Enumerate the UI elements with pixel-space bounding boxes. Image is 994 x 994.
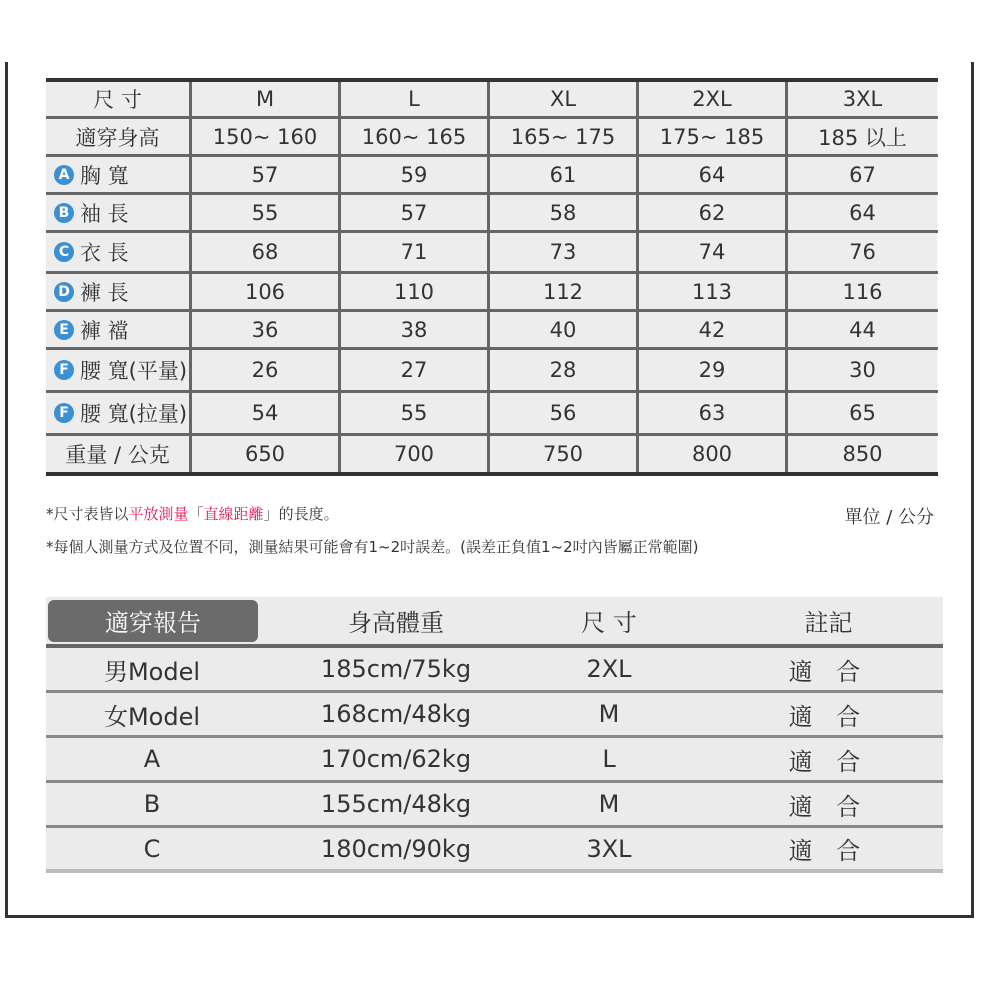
size-cell: 36 xyxy=(192,312,341,347)
measure-badge-icon: F xyxy=(54,360,74,380)
size-row-label xyxy=(46,195,192,230)
measure-badge-icon: A xyxy=(54,165,74,185)
size-cell: 65 xyxy=(788,393,937,433)
note1-prefix: *尺寸表皆以 xyxy=(46,505,129,523)
fit-height-weight: 170cm/62kg xyxy=(320,745,472,773)
size-cell: 64 xyxy=(788,195,937,230)
note1-bracket: 「 xyxy=(188,505,204,523)
size-cell: 38 xyxy=(341,312,490,347)
note1-suffix: 」的長度。 xyxy=(263,505,339,523)
fit-header-note: 註記 xyxy=(804,609,853,637)
size-row xyxy=(46,233,938,274)
measure-badge-icon: B xyxy=(54,203,74,223)
size-row-label-text: 胸 寬 xyxy=(80,163,129,188)
fit-size: M xyxy=(598,790,620,818)
fit-header-height-weight: 身高體重 xyxy=(348,609,444,637)
fit-note: 適 合 xyxy=(788,747,869,776)
size-row-label xyxy=(46,436,192,472)
size-header-cell: L xyxy=(341,82,490,116)
size-header-cell: M xyxy=(192,82,341,116)
measure-badge-icon: E xyxy=(54,320,74,340)
size-cell: 110 xyxy=(341,274,490,309)
size-row-label xyxy=(46,350,192,390)
fit-header-size: 尺 寸 xyxy=(581,609,637,637)
size-row-label-text: 衣 長 xyxy=(80,241,129,265)
fit-note: 適 合 xyxy=(788,657,869,686)
size-cell: 57 xyxy=(192,157,341,192)
size-row-label xyxy=(46,393,192,433)
size-cell: 27 xyxy=(341,350,490,390)
size-cell: 29 xyxy=(639,350,788,390)
fit-height-weight: 155cm/48kg xyxy=(320,790,472,818)
size-header-cell: XL xyxy=(490,82,639,116)
size-row-label-text: 重量 / 公克 xyxy=(65,443,170,467)
size-cell: 55 xyxy=(192,195,341,230)
fit-model-name: 男Model xyxy=(103,657,201,686)
size-row xyxy=(46,195,938,233)
fit-size: 3XL xyxy=(586,834,632,863)
measure-badge-icon: D xyxy=(54,282,74,302)
size-header-cell: 3XL xyxy=(788,82,937,116)
fit-report-table xyxy=(46,597,943,873)
fit-model-name: 女Model xyxy=(103,702,201,731)
size-row-label-text: 腰 寬(拉量) xyxy=(80,402,188,426)
size-row xyxy=(46,119,938,157)
fit-row xyxy=(46,693,943,738)
size-row-label xyxy=(46,233,192,271)
size-row-label xyxy=(46,274,192,309)
size-row xyxy=(46,157,938,195)
size-cell: 42 xyxy=(639,312,788,347)
fit-note: 適 合 xyxy=(788,792,869,821)
fit-row xyxy=(46,738,943,783)
fit-model-name: A xyxy=(143,745,161,773)
note1-highlight-straight: 直線距離 xyxy=(203,505,264,523)
size-row-label xyxy=(46,312,192,347)
size-cell: 650 xyxy=(192,436,341,472)
size-cell: 113 xyxy=(639,274,788,309)
size-cell: 59 xyxy=(341,157,490,192)
size-cell: 63 xyxy=(639,393,788,433)
size-cell: 30 xyxy=(788,350,937,390)
unit-label: 單位 / 公分 xyxy=(844,507,934,528)
size-cell: 165~ 175 xyxy=(490,119,639,154)
size-row xyxy=(46,274,938,312)
size-cell: 28 xyxy=(490,350,639,390)
size-cell: 750 xyxy=(490,436,639,472)
size-cell: 175~ 185 xyxy=(639,119,788,154)
measure-badge-icon: F xyxy=(54,403,74,423)
size-cell: 67 xyxy=(788,157,937,192)
size-row-label xyxy=(46,157,192,192)
size-cell: 116 xyxy=(788,274,937,309)
fit-height-weight: 168cm/48kg xyxy=(320,700,472,728)
size-cell: 57 xyxy=(341,195,490,230)
size-cell: 68 xyxy=(192,233,341,271)
size-cell: 112 xyxy=(490,274,639,309)
measure-badge-icon: C xyxy=(54,242,74,262)
fit-height-weight: 180cm/90kg xyxy=(320,834,472,863)
size-header-row xyxy=(46,78,938,119)
size-cell: 73 xyxy=(490,233,639,271)
size-cell: 160~ 165 xyxy=(341,119,490,154)
size-row xyxy=(46,312,938,350)
size-cell: 56 xyxy=(490,393,639,433)
size-cell: 850 xyxy=(788,436,937,472)
fit-note: 適 合 xyxy=(788,837,869,865)
fit-size: 2XL xyxy=(586,655,632,683)
size-cell: 71 xyxy=(341,233,490,271)
size-row-label xyxy=(46,119,192,154)
size-cell: 106 xyxy=(192,274,341,309)
size-cell: 700 xyxy=(341,436,490,472)
size-cell: 55 xyxy=(341,393,490,433)
fit-report-title: 適穿報告 xyxy=(48,600,258,642)
fit-row xyxy=(46,648,943,693)
size-row xyxy=(46,393,938,436)
size-cell: 800 xyxy=(639,436,788,472)
size-cell: 150~ 160 xyxy=(192,119,341,154)
size-cell: 44 xyxy=(788,312,937,347)
note-measurement xyxy=(46,503,339,524)
size-header-label: 尺 寸 xyxy=(46,82,192,116)
size-cell: 61 xyxy=(490,157,639,192)
size-row-label-text: 袖 長 xyxy=(80,201,129,226)
size-cell: 26 xyxy=(192,350,341,390)
note-tolerance: *每個人測量方式及位置不同，測量結果可能會有1~2吋誤差。(誤差正負值1~2吋內皆屬正常範圍) xyxy=(46,538,699,556)
size-cell: 76 xyxy=(788,233,937,271)
size-row-label-text: 褲 長 xyxy=(80,280,129,305)
size-row xyxy=(46,350,938,393)
fit-size: L xyxy=(602,745,616,773)
size-cell: 54 xyxy=(192,393,341,433)
size-cell: 74 xyxy=(639,233,788,271)
size-cell: 58 xyxy=(490,195,639,230)
size-row-label-text: 褲 襠 xyxy=(80,318,129,343)
size-cell: 40 xyxy=(490,312,639,347)
size-row-label-text: 腰 寬(平量) xyxy=(80,359,188,383)
size-row xyxy=(46,436,938,476)
fit-note: 適 合 xyxy=(788,702,869,731)
size-row-label-text: 適穿身高 xyxy=(75,125,160,150)
size-header-cell: 2XL xyxy=(639,82,788,116)
fit-model-name: B xyxy=(143,790,161,818)
note1-highlight-flat: 平放測量 xyxy=(128,505,189,523)
size-chart-table xyxy=(46,78,938,476)
fit-header-row xyxy=(46,597,943,648)
fit-model-name: C xyxy=(143,834,161,863)
fit-height-weight: 185cm/75kg xyxy=(320,655,472,683)
size-cell: 62 xyxy=(639,195,788,230)
size-cell: 185 以上 xyxy=(788,119,937,154)
fit-row xyxy=(46,783,943,828)
fit-size: M xyxy=(598,700,620,728)
fit-row xyxy=(46,828,943,873)
size-cell: 64 xyxy=(639,157,788,192)
